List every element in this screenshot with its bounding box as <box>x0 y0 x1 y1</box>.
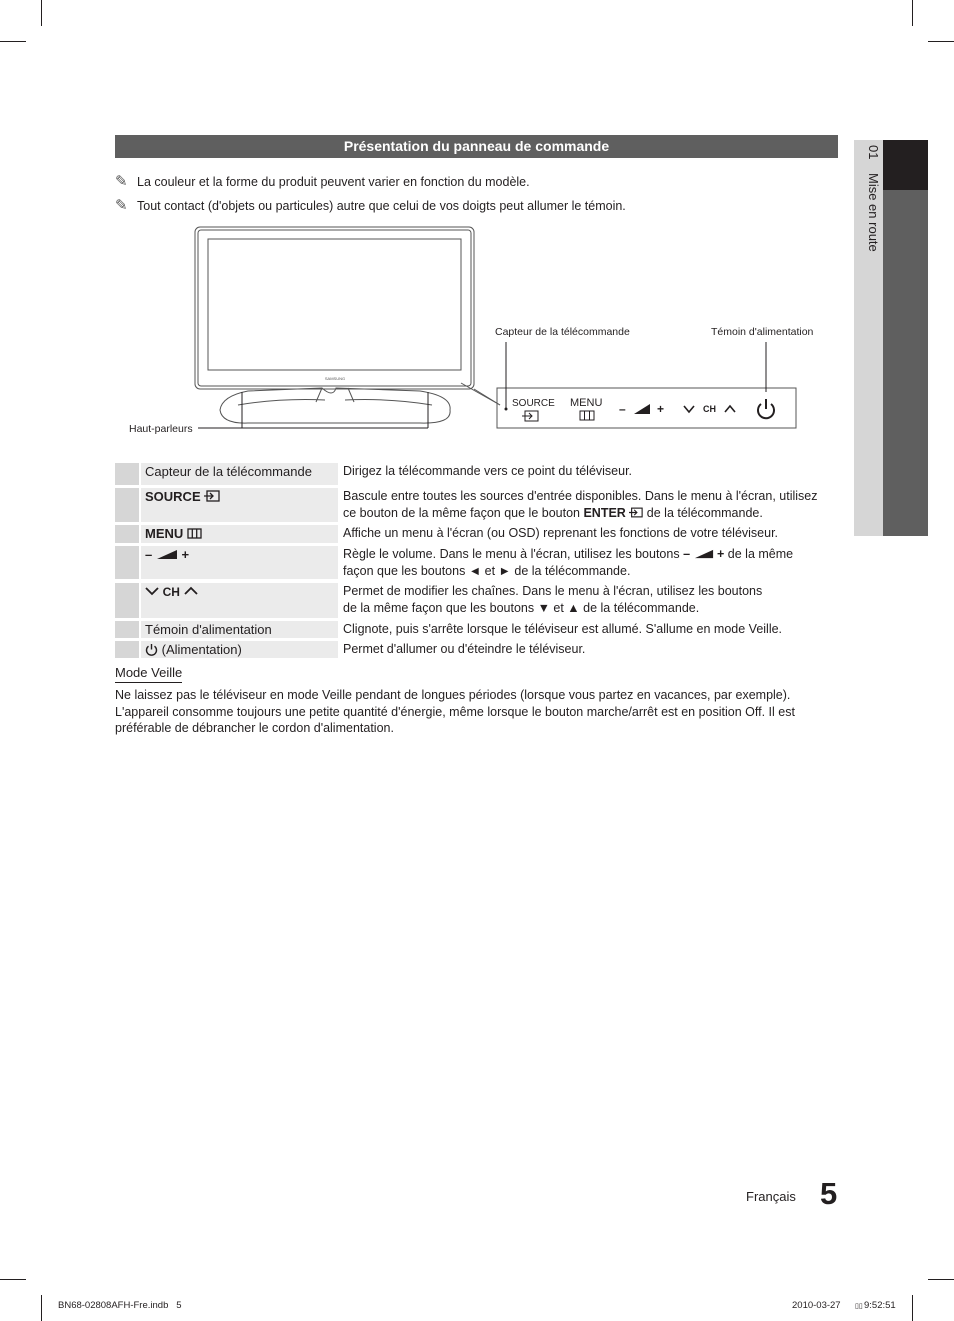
chevron-up-icon <box>725 406 735 412</box>
source-input-icon <box>522 411 538 421</box>
row-desc: Dirigez la télécommande vers ce point du téléviseur. <box>343 464 633 478</box>
mode-veille-title: Mode Veille <box>115 665 182 683</box>
chapter-number: 01 <box>866 145 881 160</box>
menu-label: MENU <box>145 526 184 541</box>
table-row <box>115 525 838 543</box>
row-desc <box>343 546 838 579</box>
desc-line: Bascule entre toutes les sources d'entrée disponibles. Dans le menu à l'écran, utilisez <box>343 489 818 503</box>
source-input-icon <box>204 490 220 502</box>
desc-line: de la même façon que les boutons ▼ et ▲ de la télécommande. <box>343 600 700 615</box>
row-desc: Permet d'allumer ou d'éteindre le téléviseur. <box>343 642 586 656</box>
crop-mark <box>41 1295 42 1321</box>
desc-text: ce bouton de la même façon que le bouton <box>343 505 584 520</box>
pencil-note-icon: ✎ <box>115 197 128 214</box>
panel-source-label: SOURCE <box>512 398 555 409</box>
enter-label: ENTER <box>583 505 626 520</box>
ch-label: CH <box>162 585 180 599</box>
panel-volume-plus: + <box>657 402 665 416</box>
label-speakers: Haut-parleurs <box>129 423 193 435</box>
chapter-title: Mise en route <box>866 173 881 253</box>
row-name <box>141 546 338 579</box>
label-power-indicator: Témoin d'alimentation <box>711 326 814 338</box>
tv-stand <box>220 388 450 423</box>
volume-wedge-icon <box>156 549 178 560</box>
row-desc: Clignote, puis s'arrête lorsque le téléviseur est allumé. S'allume en mode Veille. <box>343 622 783 636</box>
panel-volume-minus: – <box>619 402 626 416</box>
chevron-down-icon <box>145 586 159 596</box>
table-row <box>115 641 838 658</box>
row-name <box>141 583 338 618</box>
row-marker <box>115 525 139 543</box>
table-row <box>115 463 838 485</box>
note-text: Tout contact (d'objets ou particules) autre que celui de vos doigts peut allumer le témoin. <box>137 199 626 213</box>
slug-date: 2010-03-27 <box>792 1300 841 1311</box>
row-desc <box>343 488 838 521</box>
table-row <box>115 488 838 522</box>
desc-text: de la même <box>724 547 794 561</box>
row-name: Capteur de la télécommande <box>141 463 338 485</box>
row-marker <box>115 546 139 579</box>
chevron-down-icon <box>684 406 694 412</box>
mode-veille-text: Ne laissez pas le téléviseur en mode Veille pendant de longues périodes (lorsque vous partez en vacances, par exemple). L'appareil consomme toujours une petite quantité d'énergie, même lorsque le bouton marche/arrêt est en position Off. Il est préférable de débrancher le cordon d'alimentation. <box>115 688 795 735</box>
slug-file: BN68-02808AFH-Fre.indb 5 <box>58 1300 182 1311</box>
tv-brand-logo: SAMSUNG <box>324 376 346 381</box>
row-name <box>141 641 338 658</box>
power-icon <box>758 399 774 418</box>
pencil-note-icon: ✎ <box>115 173 128 190</box>
slug-time-icon: ▯▯ <box>855 1303 863 1310</box>
volume-plus: + <box>181 547 190 562</box>
desc-line <box>343 505 838 522</box>
volume-minus: – <box>683 547 691 561</box>
tv-screen <box>208 239 461 370</box>
panel-menu-label: MENU <box>570 397 603 409</box>
page-number: 5 <box>820 1176 838 1211</box>
desc-text: de la télécommande. <box>643 505 763 520</box>
row-name: Témoin d'alimentation <box>141 621 338 638</box>
crop-mark <box>0 1279 26 1280</box>
note-text: La couleur et la forme du produit peuvent varier en fonction du modèle. <box>137 175 530 189</box>
crop-mark <box>928 1279 954 1280</box>
row-marker <box>115 488 139 522</box>
desc-text: Règle le volume. Dans le menu à l'écran, utilisez les boutons <box>343 547 684 561</box>
desc-line <box>343 546 838 563</box>
slug-time: 9:52:51 <box>864 1300 896 1311</box>
menu-icon <box>187 528 202 539</box>
row-marker <box>115 621 139 638</box>
volume-minus: – <box>145 547 153 562</box>
volume-wedge-icon <box>694 549 714 559</box>
desc-line: Permet de modifier les chaînes. Dans le menu à l'écran, utilisez les boutons <box>343 584 763 598</box>
row-marker <box>115 641 139 658</box>
row-desc: Affiche un menu à l'écran (ou OSD) reprenant les fonctions de votre téléviseur. <box>343 526 779 540</box>
tv-diagram <box>0 0 954 460</box>
table-row <box>115 583 838 618</box>
row-desc <box>343 583 838 616</box>
enter-input-icon <box>629 507 643 518</box>
volume-wedge-icon <box>634 404 650 414</box>
section-title: Présentation du panneau de commande <box>115 135 838 158</box>
chevron-up-icon <box>184 586 198 596</box>
table-row <box>115 546 838 579</box>
menu-icon <box>580 411 594 420</box>
label-remote-sensor: Capteur de la télécommande <box>495 326 630 338</box>
tv-outer-frame <box>195 227 474 389</box>
row-marker <box>115 463 139 485</box>
tv-inner-frame <box>198 230 471 386</box>
panel-ch-label: CH <box>703 404 716 414</box>
power-icon <box>145 643 158 656</box>
footer-language: Français <box>746 1189 796 1204</box>
desc-line: façon que les boutons ◄ et ► de la télécommande. <box>343 563 631 578</box>
sensor-dot <box>505 408 508 411</box>
source-label: SOURCE <box>145 489 201 504</box>
volume-plus: + <box>717 547 725 561</box>
row-name <box>141 488 338 522</box>
row-name <box>141 525 338 543</box>
power-label: (Alimentation) <box>161 642 242 657</box>
row-marker <box>115 583 139 618</box>
table-row <box>115 621 838 638</box>
crop-mark <box>912 1295 913 1321</box>
